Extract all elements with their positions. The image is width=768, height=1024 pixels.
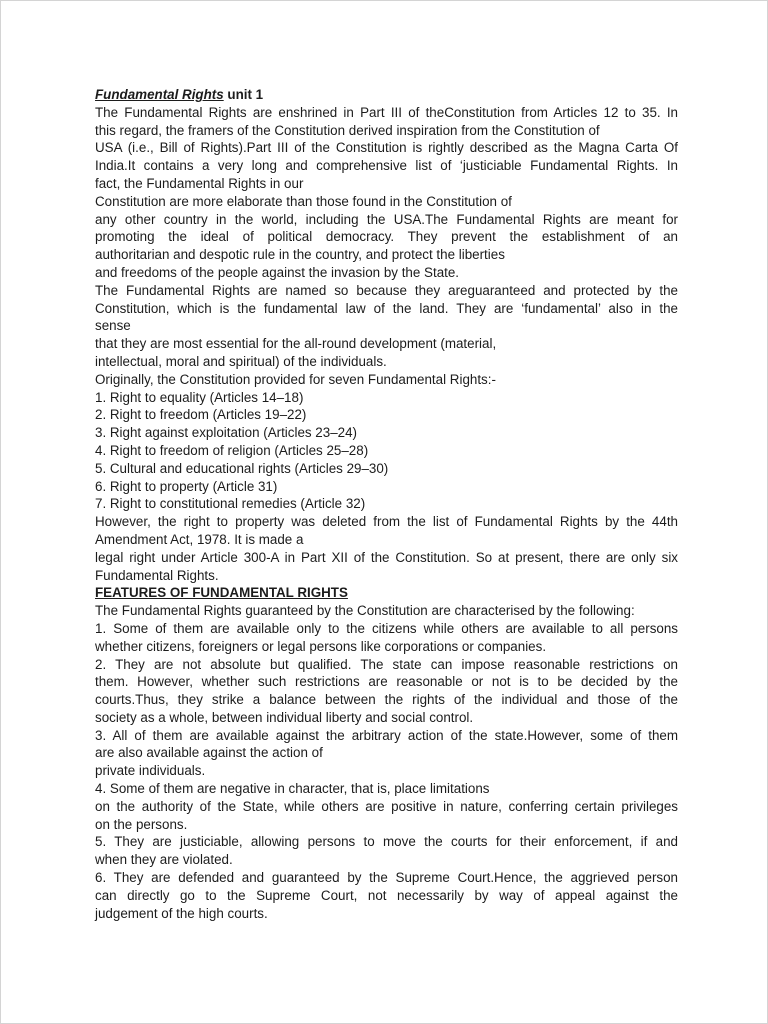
text-line: 1. Right to equality (Articles 14–18) (95, 389, 304, 405)
text-line: can directly go to the Supreme Court, not necessarily by way of appeal against the (95, 887, 678, 903)
text-line: Fundamental Rights. (95, 567, 219, 583)
text-line: The Fundamental Rights guaranteed by the Constitution are characterised by the following: (95, 603, 635, 619)
text-line: India.It contains a very long and comprehensive list of ‘justiciable Fundamental Rights. In (95, 158, 678, 174)
text-line: judgement of the high courts. (95, 905, 268, 921)
text-line: on the authority of the State, while others are positive in nature, conferring certain privileges (95, 798, 678, 814)
text-line: courts.Thus, they strike a balance between the rights of the individual and those of the (95, 692, 678, 708)
text-line: Constitution are more elaborate than those found in the Constitution of (95, 193, 512, 209)
text-line: 1. Some of them are available only to the citizens while others are available to all persons (95, 620, 678, 636)
text-line: 3. Right against exploitation (Articles 23–24) (95, 425, 358, 441)
text-line: Constitution, which is the fundamental law of the land. They are ‘fundamental’ also in the (95, 300, 678, 316)
text-line: 6. Right to property (Article 31) (95, 478, 278, 494)
document-heading (95, 86, 678, 104)
text-line: 4. Some of them are negative in character, that is, place limitations (95, 781, 490, 797)
text-line: 2. They are not absolute but qualified. The state can impose reasonable restrictions on (95, 656, 678, 672)
text-line: Originally, the Constitution provided for seven Fundamental Rights:- (95, 371, 496, 387)
text-line: fact, the Fundamental Rights in our (95, 175, 304, 191)
document-body (95, 86, 678, 922)
text-line: intellectual, moral and spiritual) of the individuals. (95, 353, 387, 369)
text-line: 5. Cultural and educational rights (Articles 29–30) (95, 460, 389, 476)
text-line: USA (i.e., Bill of Rights).Part III of the Constitution is rightly described as the Magna Carta Of (95, 140, 678, 156)
text-line: this regard, the framers of the Constitution derived inspiration from the Constitution of (95, 122, 600, 138)
text-line: legal right under Article 300-A in Part XII of the Constitution. So at present, there are only six (95, 549, 678, 565)
text-line: 7. Right to constitutional remedies (Article 32) (95, 496, 366, 512)
text-line: any other country in the world, including the USA.The Fundamental Rights are meant for (95, 211, 678, 227)
text-line: promoting the ideal of political democracy. They prevent the establishment of an (95, 229, 678, 245)
text-line: Amendment Act, 1978. It is made a (95, 531, 304, 547)
text-line: on the persons. (95, 816, 188, 832)
features-paragraphs (95, 602, 678, 922)
text-line: whether citizens, foreigners or legal persons like corporations or companies. (95, 638, 547, 654)
text-line: sense (95, 318, 131, 334)
text-line: The Fundamental Rights are named so because they areguaranteed and protected by the (95, 282, 678, 298)
text-line: 4. Right to freedom of religion (Articles 25–28) (95, 442, 369, 458)
features-heading: FEATURES OF FUNDAMENTAL RIGHTS (95, 585, 348, 601)
text-line: 3. All of them are available against the arbitrary action of the state.However, some of them (95, 727, 678, 743)
document-title-suffix: unit 1 (223, 87, 264, 102)
intro-paragraphs (95, 104, 678, 585)
document-title: Fundamental Rights (95, 87, 224, 102)
text-line: them. However, whether such restrictions are reasonable or not is to be decided by the (95, 674, 678, 690)
text-line: However, the right to property was deleted from the list of Fundamental Rights by the 44th (95, 514, 678, 530)
text-line: when they are violated. (95, 852, 233, 868)
text-line: private individuals. (95, 763, 206, 779)
text-line: authoritarian and despotic rule in the country, and protect the liberties (95, 247, 505, 263)
text-line: that they are most essential for the all-round development (material, (95, 336, 497, 352)
text-line: 2. Right to freedom (Articles 19–22) (95, 407, 307, 423)
text-line: and freedoms of the people against the invasion by the State. (95, 264, 460, 280)
text-line: The Fundamental Rights are enshrined in Part III of theConstitution from Articles 12 to 35. In (95, 104, 678, 120)
text-line: 6. They are defended and guaranteed by the Supreme Court.Hence, the aggrieved person (95, 870, 678, 886)
text-line: 5. They are justiciable, allowing persons to move the courts for their enforcement, if and (95, 834, 678, 850)
text-line: are also available against the action of (95, 745, 323, 761)
text-line: society as a whole, between individual liberty and social control. (95, 709, 474, 725)
